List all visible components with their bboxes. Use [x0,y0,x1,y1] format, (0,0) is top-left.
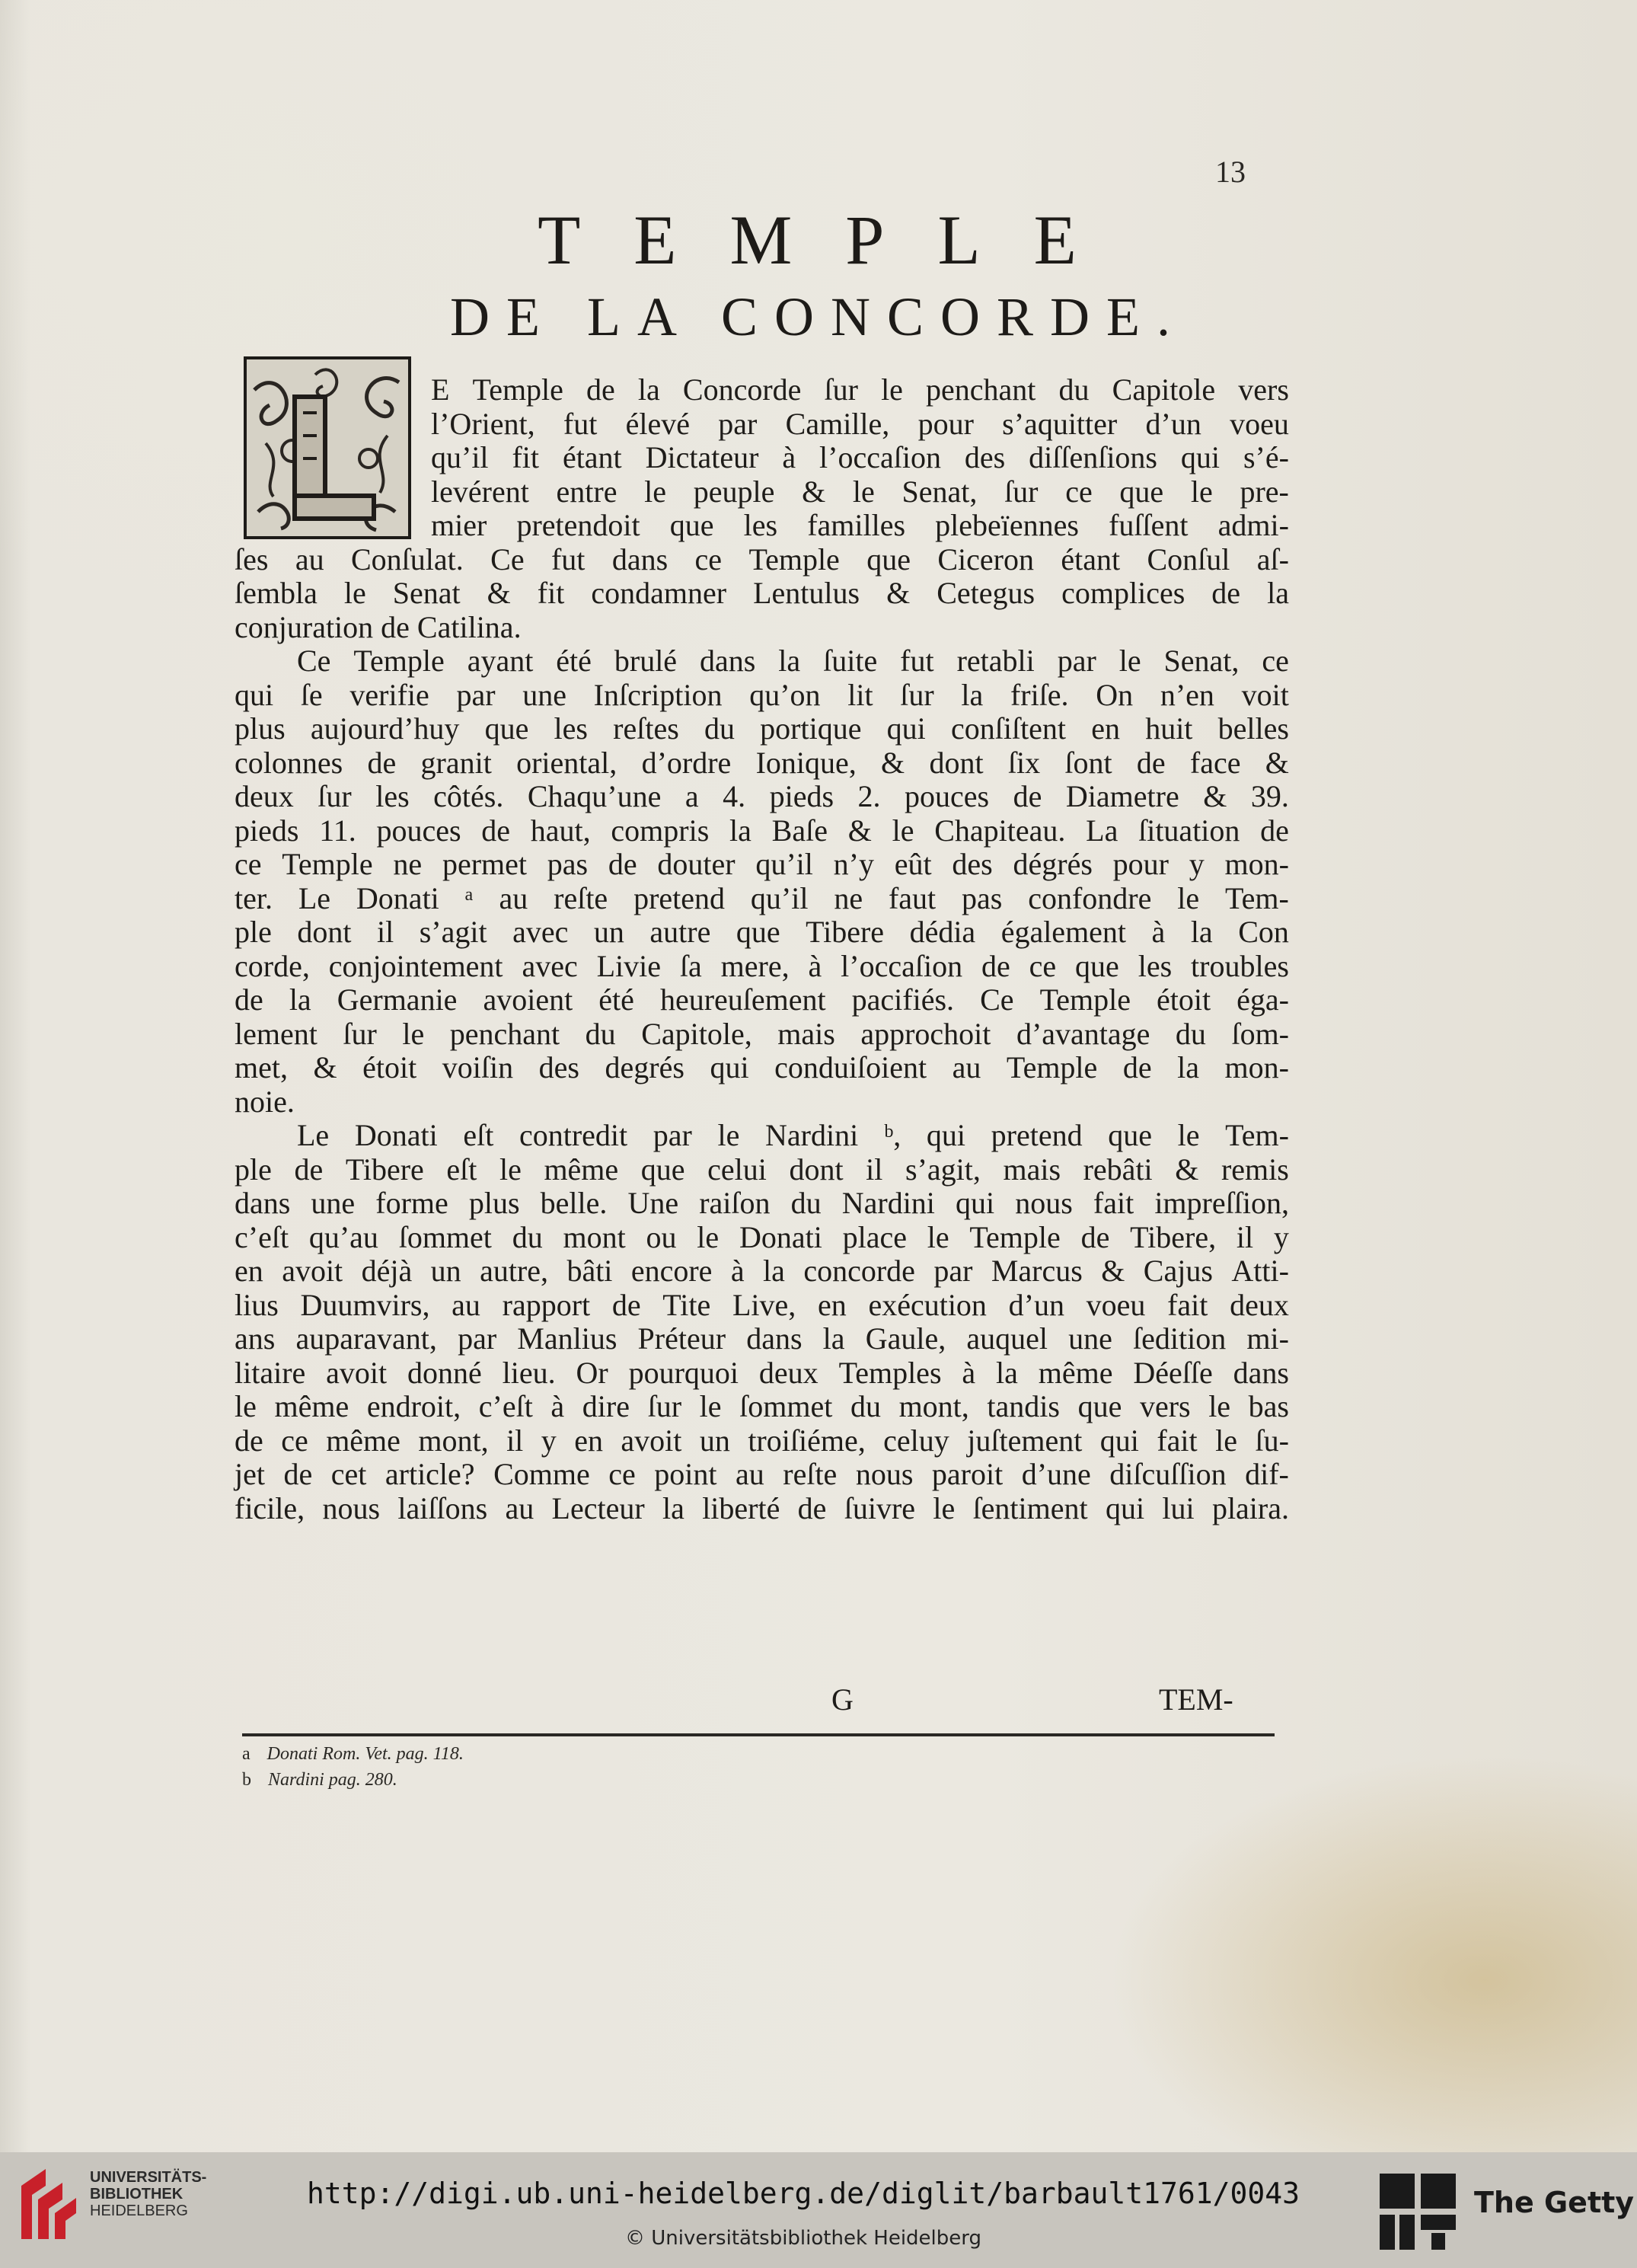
text-line: jet de cet article? Comme ce point au reſte nous paroit d’une diſcuſſion dif- [235,1457,1289,1491]
text-line: conjuration de Catilina. [235,609,522,644]
footnote-mark: b [242,1770,251,1790]
page-title: TEMPLE [538,201,1130,279]
getty-name: The Getty [1474,2186,1635,2219]
page-number: 13 [1215,155,1246,189]
text-line: qui ſe verifie par une Inſcription qu’on lit ſur la friſe. On n’en voit [235,677,1289,712]
text-line: ple dont il s’agit avec un autre que Tibere dédia également à la Con [235,915,1289,949]
viewer-footer [0,2152,1637,2268]
text-line: E Temple de la Concorde ſur le penchant du Capitole vers [431,372,1289,407]
text-line: deux ſur les côtés. Chaqu’une a 4. pieds 2. pouces de Diametre & 39. [235,779,1289,813]
body-text [235,373,1289,1525]
footnote-mark: a [242,1744,250,1764]
text-line: ple de Tibere eſt le même que celui dont il s’agit, mais rebâti & remis [235,1152,1289,1187]
text-line: c’eſt qu’au ſommet du mont ou le Donati place le Temple de Tibere, il y [235,1219,1289,1254]
catchword: TEM- [1159,1682,1233,1717]
text-line: ans auparavant, par Manlius Préteur dans la Gaule, auquel une ſedition mi- [235,1321,1289,1356]
text-line: ſembla le Senat & fit condamner Lentulus & Cetegus complices de la [235,576,1289,610]
university-library-name: UNIVERSITÄTS- BIBLIOTHEK HEIDELBERG [90,2169,207,2219]
text-line: dans une forme plus belle. Une raiſon du Nardini qui nous fait impreſſion, [235,1186,1289,1220]
text-line: de la Germanie avoient été heureuſement pacifiés. Ce Temple étoit éga- [235,982,1289,1017]
text-line: mier pretendoit que les familles plebeïennes fuſſent admi- [431,508,1289,542]
text-line: Le Donati eſt contredit par le Nardini ᵇ, qui pretend que le Tem- [297,1118,1289,1152]
text-line: noie. [235,1084,295,1119]
text-line: ſes au Conſulat. Ce fut dans ce Temple que Ciceron étant Conſul aſ- [235,541,1289,577]
text-line: en avoit déjà un autre, bâti encore à la concorde par Marcus & Cajus Atti- [235,1254,1289,1288]
text-line: qu’il fit étant Dictateur à l’occaſion des diſſenſions qui s’é- [431,440,1289,474]
text-line: corde, conjointement avec Livie ſa mere, à l’occaſion de ce que les troubles [235,948,1289,983]
text-line: met, & étoit voiſin des degrés qui conduiſoient au Temple de la mon- [235,1050,1289,1084]
copyright-notice: © Universitätsbibliothek Heidelberg [624,2227,981,2250]
source-url-link[interactable]: http://digi.ub.uni-heidelberg.de/diglit/barbault1761/0043 [306,2177,1300,2210]
footnote-b [242,1770,397,1790]
text-line: ter. Le Donati ᵃ au reſte pretend qu’il ne faut pas confondre le Tem- [235,880,1289,915]
text-line: litaire avoit donné lieu. Or pourquoi deux Temples à la même Déeſſe dans [235,1355,1289,1390]
text-line: lement ſur le penchant du Capitole, mais approchoit d’avantage du ſom- [235,1016,1289,1051]
text-line: plus aujourd’huy que les reſtes du portique qui conſiſtent en huit belles [235,711,1289,746]
text-line: le même endroit, c’eſt à dire ſur le ſommet du mont, tandis que vers le bas [235,1389,1289,1423]
text-line: l’Orient, fut élevé par Camille, pour s’aquitter d’un voeu [431,406,1289,441]
text-line: ce Temple ne permet pas de douter qu’il n’y eût des dégrés pour y mon- [235,847,1289,881]
text-line: pieds 11. pouces de haut, compris la Baſe & le Chapiteau. La ſituation de [235,813,1289,848]
footnote-rule [242,1733,1275,1736]
text-line: levérent entre le peuple & le Senat, ſur ce que le pre- [431,474,1289,509]
footnote-text: Nardini pag. 280. [268,1770,397,1790]
getty-logo-icon [1377,2171,1460,2254]
text-line: de ce même mont, il y en avoit un troiſiéme, celuy juſtement qui fait le ſu- [235,1423,1289,1458]
footnote-text: Donati Rom. Vet. pag. 118. [266,1744,464,1764]
signature-mark: G [831,1682,854,1717]
page-subtitle: DE LA CONCORDE. [449,286,1187,347]
text-line: Ce Temple ayant été brulé dans la ſuite fut retabli par le Senat, ce [297,644,1289,678]
text-line: colonnes de granit oriental, d’ordre Ionique, & dont ſix ſont de face & [235,745,1289,780]
text-line: ficile, nous laiſſons au Lecteur la liberté de ſuivre le ſentiment qui lui plaira. [235,1490,1289,1525]
text-line: lius Duumvirs, au rapport de Tite Live, en exécution d’un voeu fait deux [235,1287,1289,1322]
footnote-a [242,1744,464,1765]
